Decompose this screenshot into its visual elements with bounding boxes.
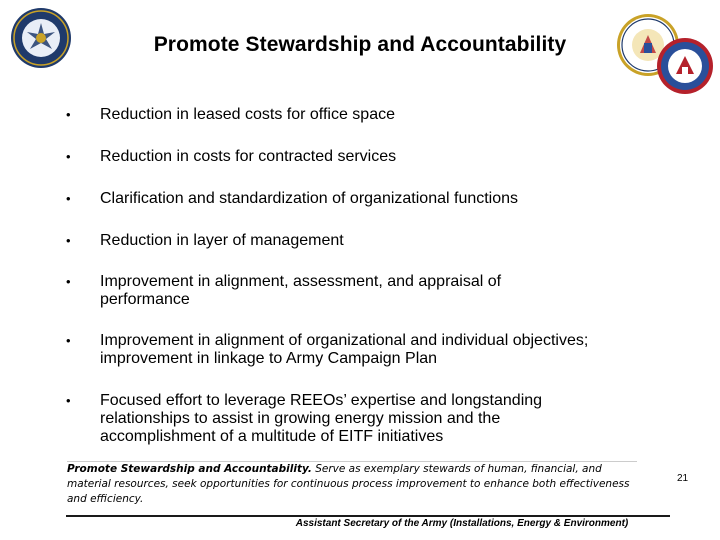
- bullet-text: Clarification and standardization of organizational functions: [100, 190, 519, 207]
- footer-divider: [66, 515, 670, 517]
- installations-seal-logo: [656, 36, 714, 96]
- bullet-marker: •: [66, 191, 71, 206]
- bullet-marker: •: [66, 333, 71, 348]
- bullet-marker: •: [66, 233, 71, 248]
- bullet-text: Improvement in alignment of organizational and individual objectives; improvement in linkage to Army Campaign Plan: [100, 332, 589, 367]
- dod-seal-logo: [10, 7, 72, 69]
- callout-body: Serve as exemplary stewards of human, financial, and material resources, seek opportunities for continuous process improvement to enhance both effectiveness and efficiency.: [67, 463, 630, 505]
- bullet-text: Reduction in costs for contracted services: [100, 148, 397, 165]
- slide-title: Promote Stewardship and Accountability: [153, 33, 567, 56]
- bullet-text: Improvement in alignment, assessment, and appraisal of performance: [100, 273, 502, 308]
- bullet-text: Focused effort to leverage REEOs’ expertise and longstanding relationships to assist in growing energy mission and the accomplishment of a multitude of EITF initiatives: [100, 392, 543, 445]
- bullet-marker: •: [66, 149, 71, 164]
- bullet-marker: •: [66, 274, 71, 289]
- mission-callout: [67, 461, 637, 509]
- bullet-text: Reduction in leased costs for office space: [100, 106, 395, 123]
- callout-heading: Promote Stewardship and Accountability.: [67, 463, 312, 475]
- bullet-text: Reduction in layer of management: [100, 232, 344, 249]
- page-number: 21: [677, 473, 689, 484]
- bullet-marker: •: [66, 107, 71, 122]
- footer-text: Assistant Secretary of the Army (Installations, Energy & Environment): [295, 518, 629, 529]
- bullet-marker: •: [66, 393, 71, 408]
